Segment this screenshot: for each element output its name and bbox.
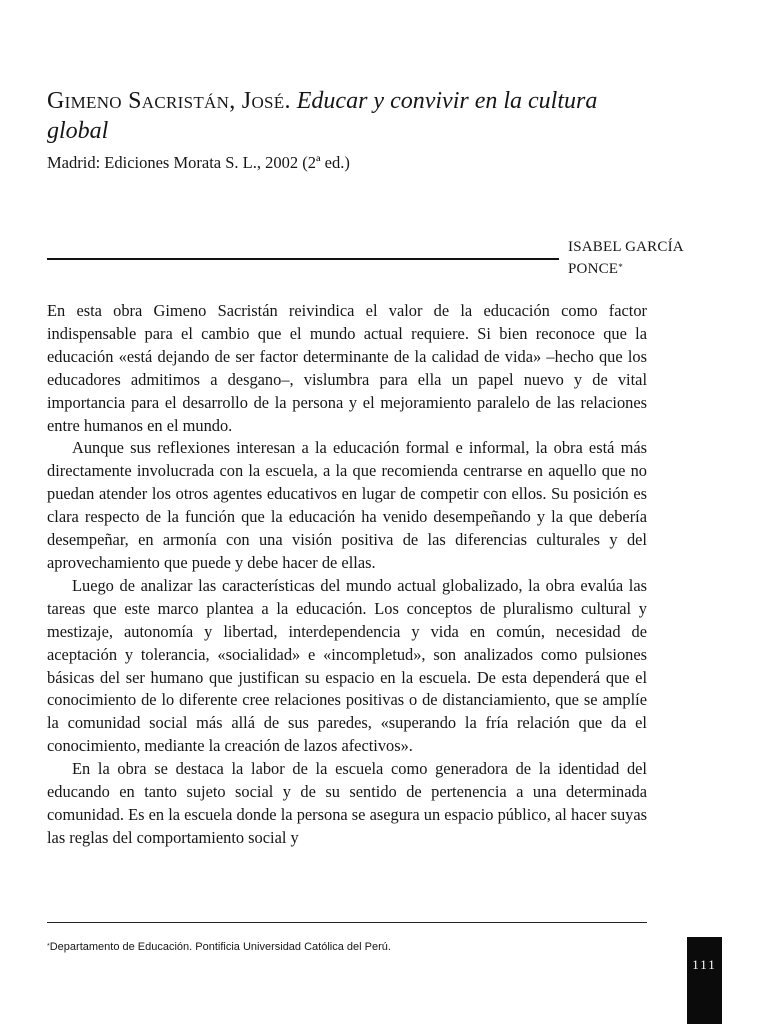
book-title-part1: Educar y convivir en la cultura [296,88,598,114]
footnote-mark: * [47,943,50,950]
footnote-text: Departamento de Educación. Pontificia Universidad Católica del Perú. [49,941,391,953]
footnote [47,940,391,954]
footnote-divider [47,922,647,923]
paragraph-2: Aunque sus reflexiones interesan a la educación formal e informal, la obra está más directamente involucrada con la escuela, a la que recomienda centrarse en aquello que no puedan atender los otros agentes educativos en lugar de competir con ellos. Su posición es clara respecto de la función que la educación ha venido desempeñando y la que debería desempeñar, en armonía con una visión positiva de las diferencias culturales y del aprovechamiento que puede y debe hacer de ellas. [47,438,647,572]
heading-divider [47,258,559,260]
paragraph-4: En la obra se destaca la labor de la escuela como generadora de la identidad del educando en tanto sujeto social y de su sentido de pertenencia a una determinada comunidad. Es en la escuela donde la persona se asegura un espacio público, al hacer suyas las reglas del comportamiento social y [47,759,647,847]
reviewer-name [568,236,684,280]
paragraph-1: En esta obra Gimeno Sacristán reivindica el valor de la educación como factor indispensable para el cambio que el mundo actual requiere. Si bien reconoce que la educación «está dejando de ser factor determinante de la calidad de vida» –hecho que los educadores admitimos a desgano–, vislumbra para ella un papel nuevo y de vital importancia para el desarrollo de la persona y el mejoramiento paralelo de las relaciones entre humanos en el mundo. [47,301,647,435]
review-body [47,300,647,850]
book-citation-title [47,86,727,146]
paragraph-3: Luego de analizar las características del mundo actual globalizado, la obra evalúa las tareas que este marco plantea a la educación. Los conceptos de pluralismo cultural y mestizaje, autonomía y libertad, interdependencia y vida en común, necesidad de aceptación y tolerancia, «socialidad» e «incompletud», son analizados como pulsiones básicas del ser humano que justifican su espacio en la escuela. De esta dependerá que el conocimiento de lo diferente cree relaciones positivas o de distanciamiento, que se amplíe la comunidad social más allá de sus paredes, «superando la fría relación que da el conocimiento, mediante la creación de lazos afectivos». [47,575,647,756]
reviewer-name-line2: PONCE [568,261,619,277]
publisher-info: Madrid: Ediciones Morata S. L., 2002 (2ª ed.) [47,153,350,172]
reviewer-name-line1: ISABEL GARCÍA [568,239,684,255]
reviewer-footnote-mark: * [618,262,623,272]
page-number: 111 [692,957,717,972]
page-number-tab [687,937,722,1024]
review-heading [47,86,727,174]
book-title-part2: global [47,118,109,144]
book-author: Gimeno Sacristán, José. [47,88,291,114]
